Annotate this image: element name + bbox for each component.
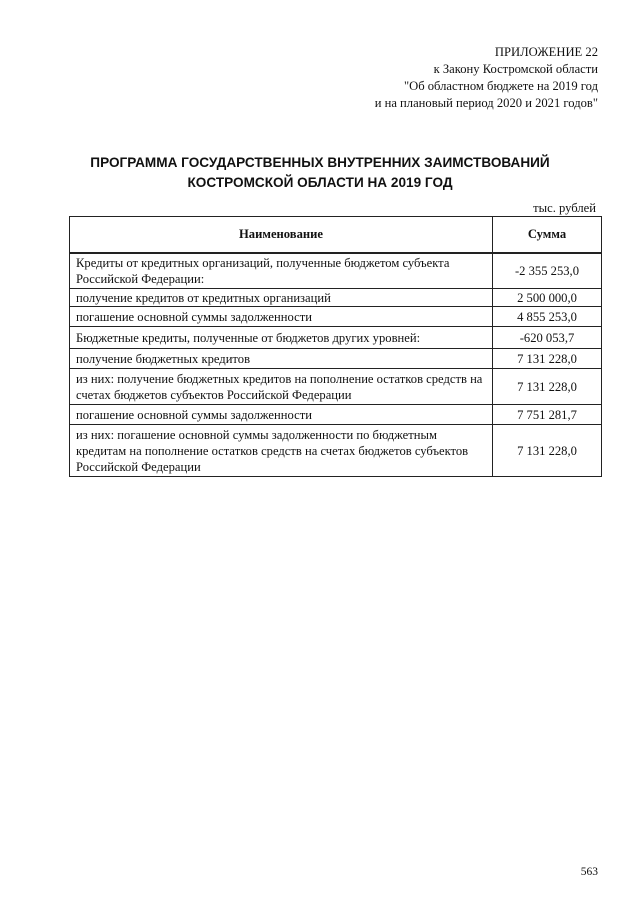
table-row — [70, 349, 602, 369]
row-amount: 4 855 253,0 — [493, 307, 602, 327]
appendix-budget-title: "Об областном бюджете на 2019 год — [403, 79, 598, 93]
page-number: 563 — [580, 866, 598, 878]
appendix-header — [375, 44, 598, 112]
row-amount: 7 131 228,0 — [493, 425, 602, 477]
row-name: Бюджетные кредиты, полученные от бюджетов других уровней: — [70, 327, 493, 349]
table-row — [70, 425, 602, 477]
document-title — [0, 153, 640, 193]
title-line-1: ПРОГРАММА ГОСУДАРСТВЕННЫХ ВНУТРЕННИХ ЗАИМСТВОВАНИЙ — [90, 155, 550, 170]
row-amount: 7 131 228,0 — [493, 349, 602, 369]
appendix-planning-period: и на плановый период 2020 и 2021 годов" — [374, 96, 598, 110]
row-name: Кредиты от кредитных организаций, полученные бюджетом субъекта Российской Федерации: — [70, 253, 493, 289]
row-amount: 7 131 228,0 — [493, 369, 602, 405]
header-name: Наименование — [70, 217, 493, 253]
table-row — [70, 307, 602, 327]
table-row — [70, 253, 602, 289]
appendix-law-reference: к Закону Костромской области — [433, 62, 598, 76]
row-amount: 7 751 281,7 — [493, 405, 602, 425]
title-line-2: КОСТРОМСКОЙ ОБЛАСТИ НА 2019 ГОД — [187, 175, 453, 190]
table-row — [70, 289, 602, 307]
row-amount: -620 053,7 — [493, 327, 602, 349]
row-amount: -2 355 253,0 — [493, 253, 602, 289]
row-name: получение кредитов от кредитных организаций — [70, 289, 493, 307]
table-row — [70, 369, 602, 405]
units-label: тыс. рублей — [533, 201, 596, 215]
row-name: погашение основной суммы задолженности — [70, 405, 493, 425]
appendix-number: ПРИЛОЖЕНИЕ 22 — [494, 45, 598, 59]
table-row — [70, 327, 602, 349]
table-row — [70, 405, 602, 425]
row-name: погашение основной суммы задолженности — [70, 307, 493, 327]
table-header-row — [70, 217, 602, 253]
row-name: получение бюджетных кредитов — [70, 349, 493, 369]
row-name: из них: погашение основной суммы задолженности по бюджетным кредитам на пополнение остатков средств на счетах бюджетов субъектов Российской Федерации — [70, 425, 493, 477]
row-amount: 2 500 000,0 — [493, 289, 602, 307]
row-name: из них: получение бюджетных кредитов на пополнение остатков средств на счетах бюджетов субъектов Российской Федерации — [70, 369, 493, 405]
borrowing-table — [69, 216, 602, 477]
header-amount: Сумма — [493, 217, 602, 253]
